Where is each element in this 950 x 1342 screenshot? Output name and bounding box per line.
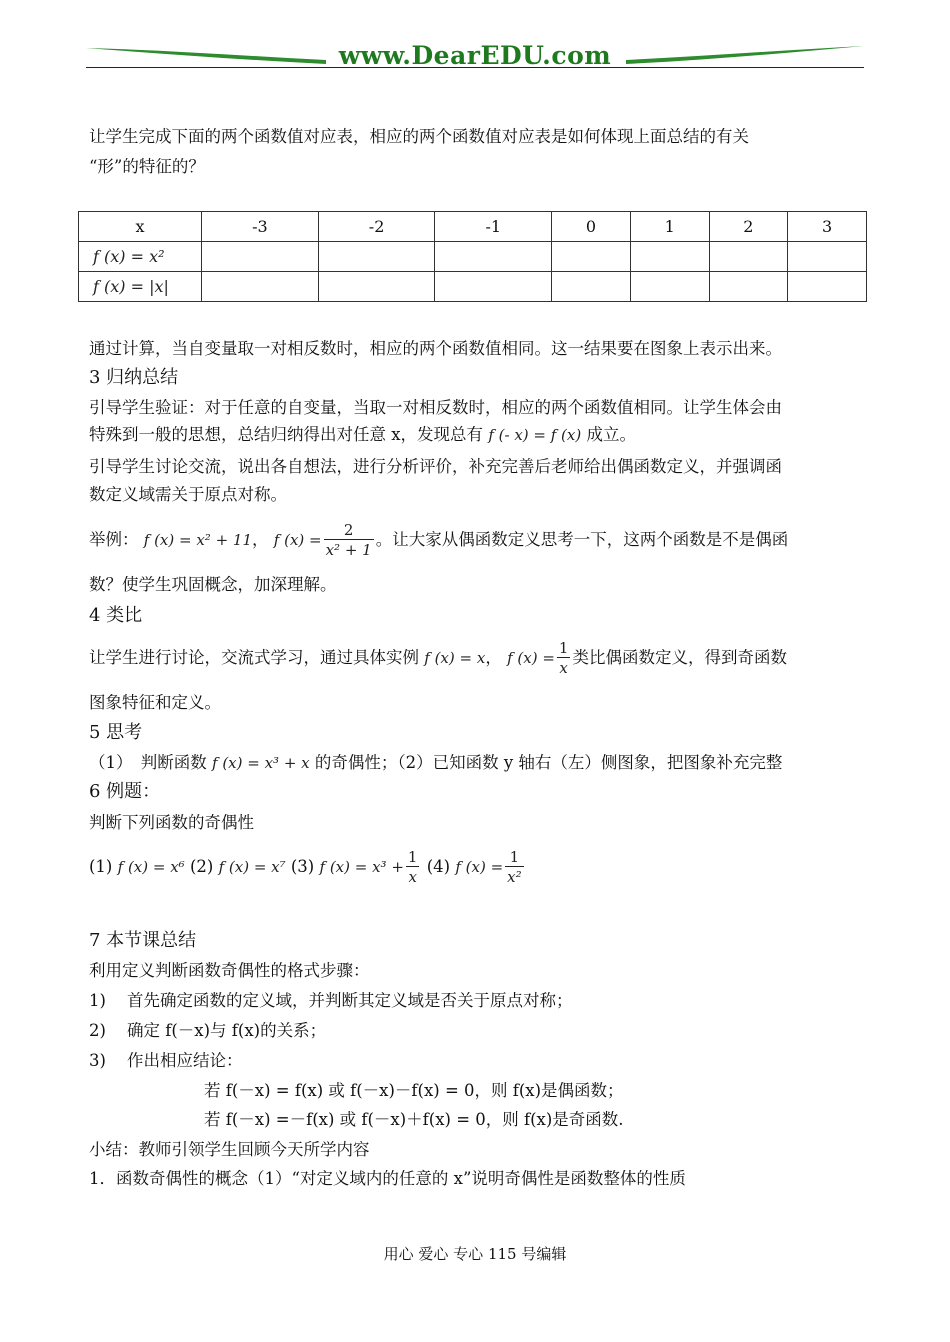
table-cell [788, 242, 867, 272]
table-header-cell: 1 [630, 212, 709, 242]
list-text: 首先确定函数的定义域，并判断其定义域是否关于原点对称； [127, 991, 573, 1010]
value-table [78, 211, 867, 302]
exercise-line [89, 842, 526, 892]
text: ， [252, 530, 269, 549]
table-cell [318, 272, 435, 302]
numerator: 2 [324, 521, 374, 540]
list-number: 2) [89, 1021, 106, 1040]
formula: f (x) = x⁷ [218, 858, 286, 876]
paragraph: 利用定义判断函数奇偶性的格式步骤： [89, 961, 370, 980]
text: 特殊到一般的思想，总结归纳得出对任意 x，发现总有 [89, 425, 484, 444]
exercise-number: (3) [290, 857, 315, 876]
list-item [89, 1050, 243, 1072]
table-cell [709, 272, 788, 302]
formula: f (x) = x³ + [319, 858, 404, 876]
formula: f (x) = [455, 858, 504, 876]
text: （1） 判断函数 [89, 753, 207, 772]
header-rule [86, 67, 864, 68]
table-cell [435, 272, 552, 302]
exercise-number: (1) [89, 857, 113, 876]
text: 让学生进行讨论，交流式学习，通过具体实例 [89, 648, 419, 667]
table-header-row [79, 212, 867, 242]
formula: f (x) = x³ + x [212, 754, 310, 772]
paragraph: 数定义域需关于原点对称。 [89, 485, 287, 504]
denominator: x² [507, 868, 522, 886]
numerator: 1 [407, 848, 418, 866]
intro-line-1: 让学生完成下面的两个函数值对应表，相应的两个函数值对应表是如何体现上面总结的有关 [89, 127, 749, 146]
list-number: 3) [89, 1051, 106, 1070]
paragraph: 判断下列函数的奇偶性 [89, 813, 254, 832]
section-heading-5: 5 思考 [89, 722, 143, 743]
table-row [79, 272, 867, 302]
row-label-square: f (x) = x² [79, 242, 202, 272]
fraction [505, 848, 523, 887]
fraction [324, 521, 374, 560]
table-cell [552, 242, 631, 272]
list-item [89, 990, 573, 1012]
summary-title: 小结：教师引领学生回顾今天所学内容 [89, 1140, 370, 1159]
paragraph: 图象特征和定义。 [89, 693, 221, 712]
paragraph: 通过计算，当自变量取一对相反数时，相应的两个函数值相同。这一结果要在图象上表示出来。 [89, 339, 782, 358]
example-line [89, 516, 788, 564]
table-cell [552, 272, 631, 302]
table-cell [630, 272, 709, 302]
denominator: x² + 1 [325, 541, 372, 559]
paragraph: 引导学生讨论交流，说出各自想法，进行分析评价，补充完善后老师给出偶函数定义，并强调函 [89, 457, 782, 476]
table-cell [202, 242, 319, 272]
list-text: 作出相应结论： [127, 1051, 243, 1070]
text: 举例： [89, 530, 139, 549]
table-cell [435, 242, 552, 272]
fraction [557, 639, 571, 678]
table-cell [318, 242, 435, 272]
conclusion-even: 若 f(－x) = f(x) 或 f(－x)－f(x) = 0，则 f(x)是偶函数； [204, 1081, 624, 1100]
table-header-cell: -3 [202, 212, 319, 242]
section-heading-6: 6 例题： [89, 781, 161, 802]
formula: f (x) = x [424, 649, 486, 667]
paragraph: 数？使学生巩固概念，加深理解。 [89, 575, 337, 594]
section-heading-3: 3 归纳总结 [89, 367, 179, 388]
formula: f (x) = x² + 11 [143, 531, 253, 549]
text: 类比偶函数定义，得到奇函数 [572, 648, 787, 667]
list-number: 1) [89, 991, 106, 1010]
paragraph: 引导学生验证：对于任意的自变量，当取一对相反数时，相应的两个函数值相同。让学生体会由 [89, 398, 782, 417]
numerator: 1 [558, 639, 569, 657]
denominator: x [408, 868, 417, 886]
formula: f (x) = [507, 649, 555, 667]
fraction [406, 848, 420, 887]
denominator: x [559, 659, 568, 677]
text: 成立。 [586, 425, 636, 444]
section-heading-7: 7 本节课总结 [89, 930, 197, 951]
site-logo: www.DearEDU.com [86, 40, 864, 72]
table-cell [788, 272, 867, 302]
exercise-number: (4) [426, 857, 451, 876]
summary-point-1: 1．函数奇偶性的概念（1）“对定义域内的任意的 x”说明奇偶性是函数整体的性质 [89, 1169, 686, 1188]
formula: f (x) = [273, 531, 322, 549]
table-cell [630, 242, 709, 272]
formula: f (x) = x⁶ [117, 858, 185, 876]
text: 的奇偶性；（2）已知函数 y 轴右（左）侧图象，把图象补充完整 [314, 753, 783, 772]
table-header-cell: 2 [709, 212, 788, 242]
list-item [89, 1020, 327, 1042]
table-header-cell: x [79, 212, 202, 242]
paragraph-with-formula [89, 752, 782, 774]
text: ， [485, 648, 502, 667]
row-label-abs: f (x) = |x| [79, 272, 202, 302]
conclusion-odd: 若 f(－x) =－f(x) 或 f(－x)＋f(x) = 0，则 f(x)是奇函数. [204, 1110, 624, 1129]
page-footer: 用心 爱心 专心 115 号编辑 [383, 1245, 567, 1263]
table-header-cell: -2 [318, 212, 435, 242]
paragraph-with-formula [89, 424, 636, 446]
intro-line-2: “形”的特征的？ [89, 157, 205, 176]
table-header-cell: 0 [552, 212, 631, 242]
numerator: 1 [505, 848, 523, 867]
table-cell [202, 272, 319, 302]
text: 。让大家从偶函数定义思考一下，这两个函数是不是偶函 [375, 530, 789, 549]
list-text: 确定 f(－x)与 f(x)的关系； [127, 1021, 327, 1040]
table-cell [709, 242, 788, 272]
analogy-line [89, 634, 787, 682]
table-header-cell: 3 [788, 212, 867, 242]
formula: f (- x) = f (x) [488, 426, 582, 444]
section-heading-4: 4 类比 [89, 605, 143, 626]
table-header-cell: -1 [435, 212, 552, 242]
exercise-number: (2) [189, 857, 214, 876]
table-row [79, 242, 867, 272]
